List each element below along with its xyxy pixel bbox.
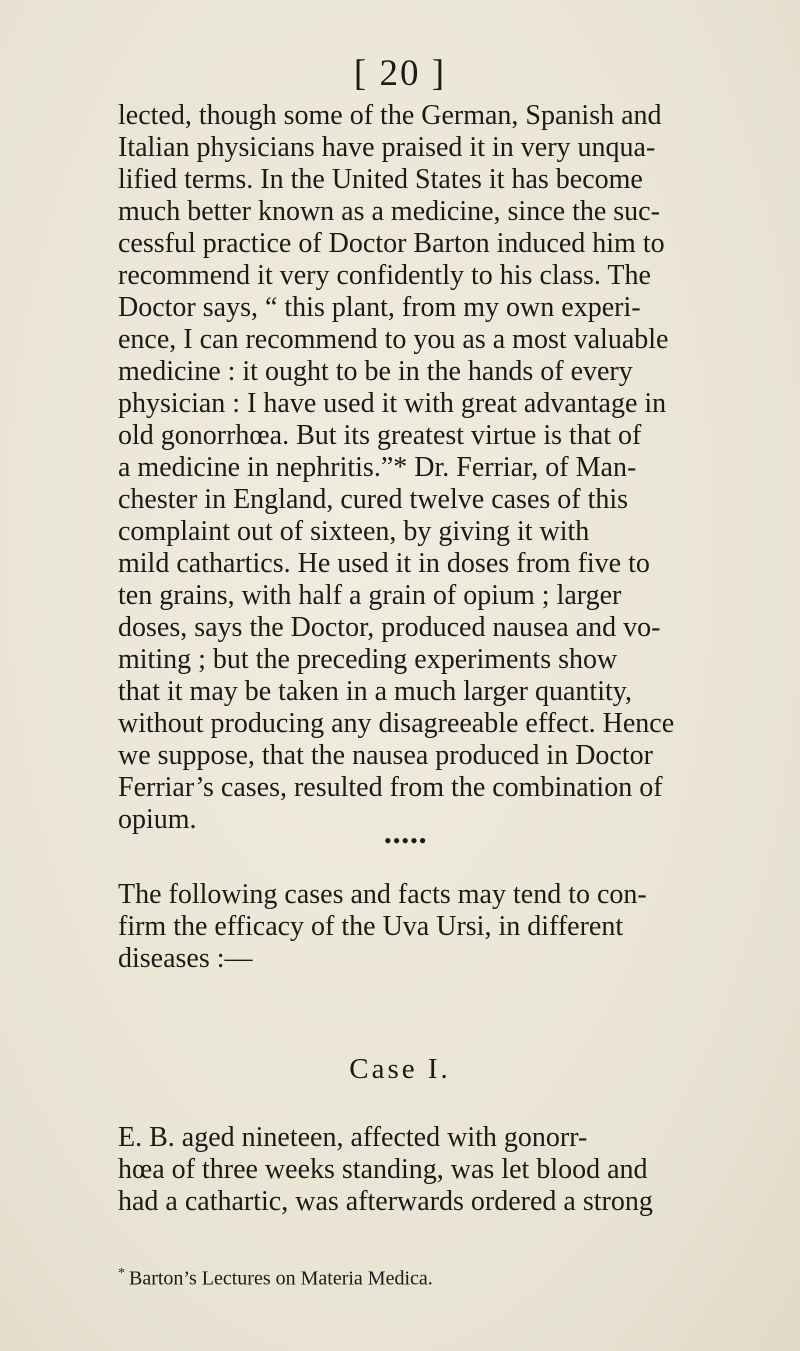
footnote-marker: * xyxy=(118,1266,125,1281)
text-line: lected, though some of the German, Spanish and xyxy=(118,100,662,131)
text-line: opium. xyxy=(118,804,197,835)
text-line: miting ; but the preceding experiments show xyxy=(118,644,618,675)
footnote xyxy=(118,1266,433,1291)
text-line: doses, says the Doctor, produced nausea and vo- xyxy=(118,612,661,643)
text-line: recommend it very confidently to his class. The xyxy=(118,260,651,291)
text-line: The following cases and facts may tend to con- xyxy=(118,879,647,910)
text-line: old gonorrhœa. But its greatest virtue is that of xyxy=(118,420,642,451)
text-line: hœa of three weeks standing, was let blood and xyxy=(118,1154,648,1185)
text-line: had a cathartic, was afterwards ordered a strong xyxy=(118,1186,653,1217)
text-line: firm the efficacy of the Uva Ursi, in different xyxy=(118,911,624,942)
text-line: ten grains, with half a grain of opium ; larger xyxy=(118,580,622,611)
text-line: we suppose, that the nausea produced in Doctor xyxy=(118,740,653,771)
text-line: E. B. aged nineteen, affected with gonorr- xyxy=(118,1122,588,1153)
text-line: Ferriar’s cases, resulted from the combination of xyxy=(118,772,663,803)
text-line: ence, I can recommend to you as a most valuable xyxy=(118,324,669,355)
text-line: diseases :— xyxy=(118,943,253,974)
text-line: that it may be taken in a much larger quantity, xyxy=(118,676,632,707)
section-separator: ••••• xyxy=(384,828,428,853)
text-line: medicine : it ought to be in the hands of every xyxy=(118,356,633,387)
text-line: lified terms. In the United States it has become xyxy=(118,164,643,195)
text-line: mild cathartics. He used it in doses from five to xyxy=(118,548,650,579)
text-line: Italian physicians have praised it in very unqua- xyxy=(118,132,656,163)
case-heading: Case I. xyxy=(349,1053,451,1085)
text-line: physician : I have used it with great advantage in xyxy=(118,388,667,419)
text-line: much better known as a medicine, since the suc- xyxy=(118,196,660,227)
footnote-text: Barton’s Lectures on Materia Medica. xyxy=(129,1267,433,1290)
text-line: Doctor says, “ this plant, from my own experi- xyxy=(118,292,641,323)
text-line: chester in England, cured twelve cases of this xyxy=(118,484,629,515)
page-number: [ 20 ] xyxy=(353,53,447,94)
text-line: without producing any disagreeable effect. Hence xyxy=(118,708,675,739)
text-line: cessful practice of Doctor Barton induced him to xyxy=(118,228,665,259)
text-line: complaint out of sixteen, by giving it with xyxy=(118,516,590,547)
text-line: a medicine in nephritis.”* Dr. Ferriar, of Man- xyxy=(118,452,637,483)
